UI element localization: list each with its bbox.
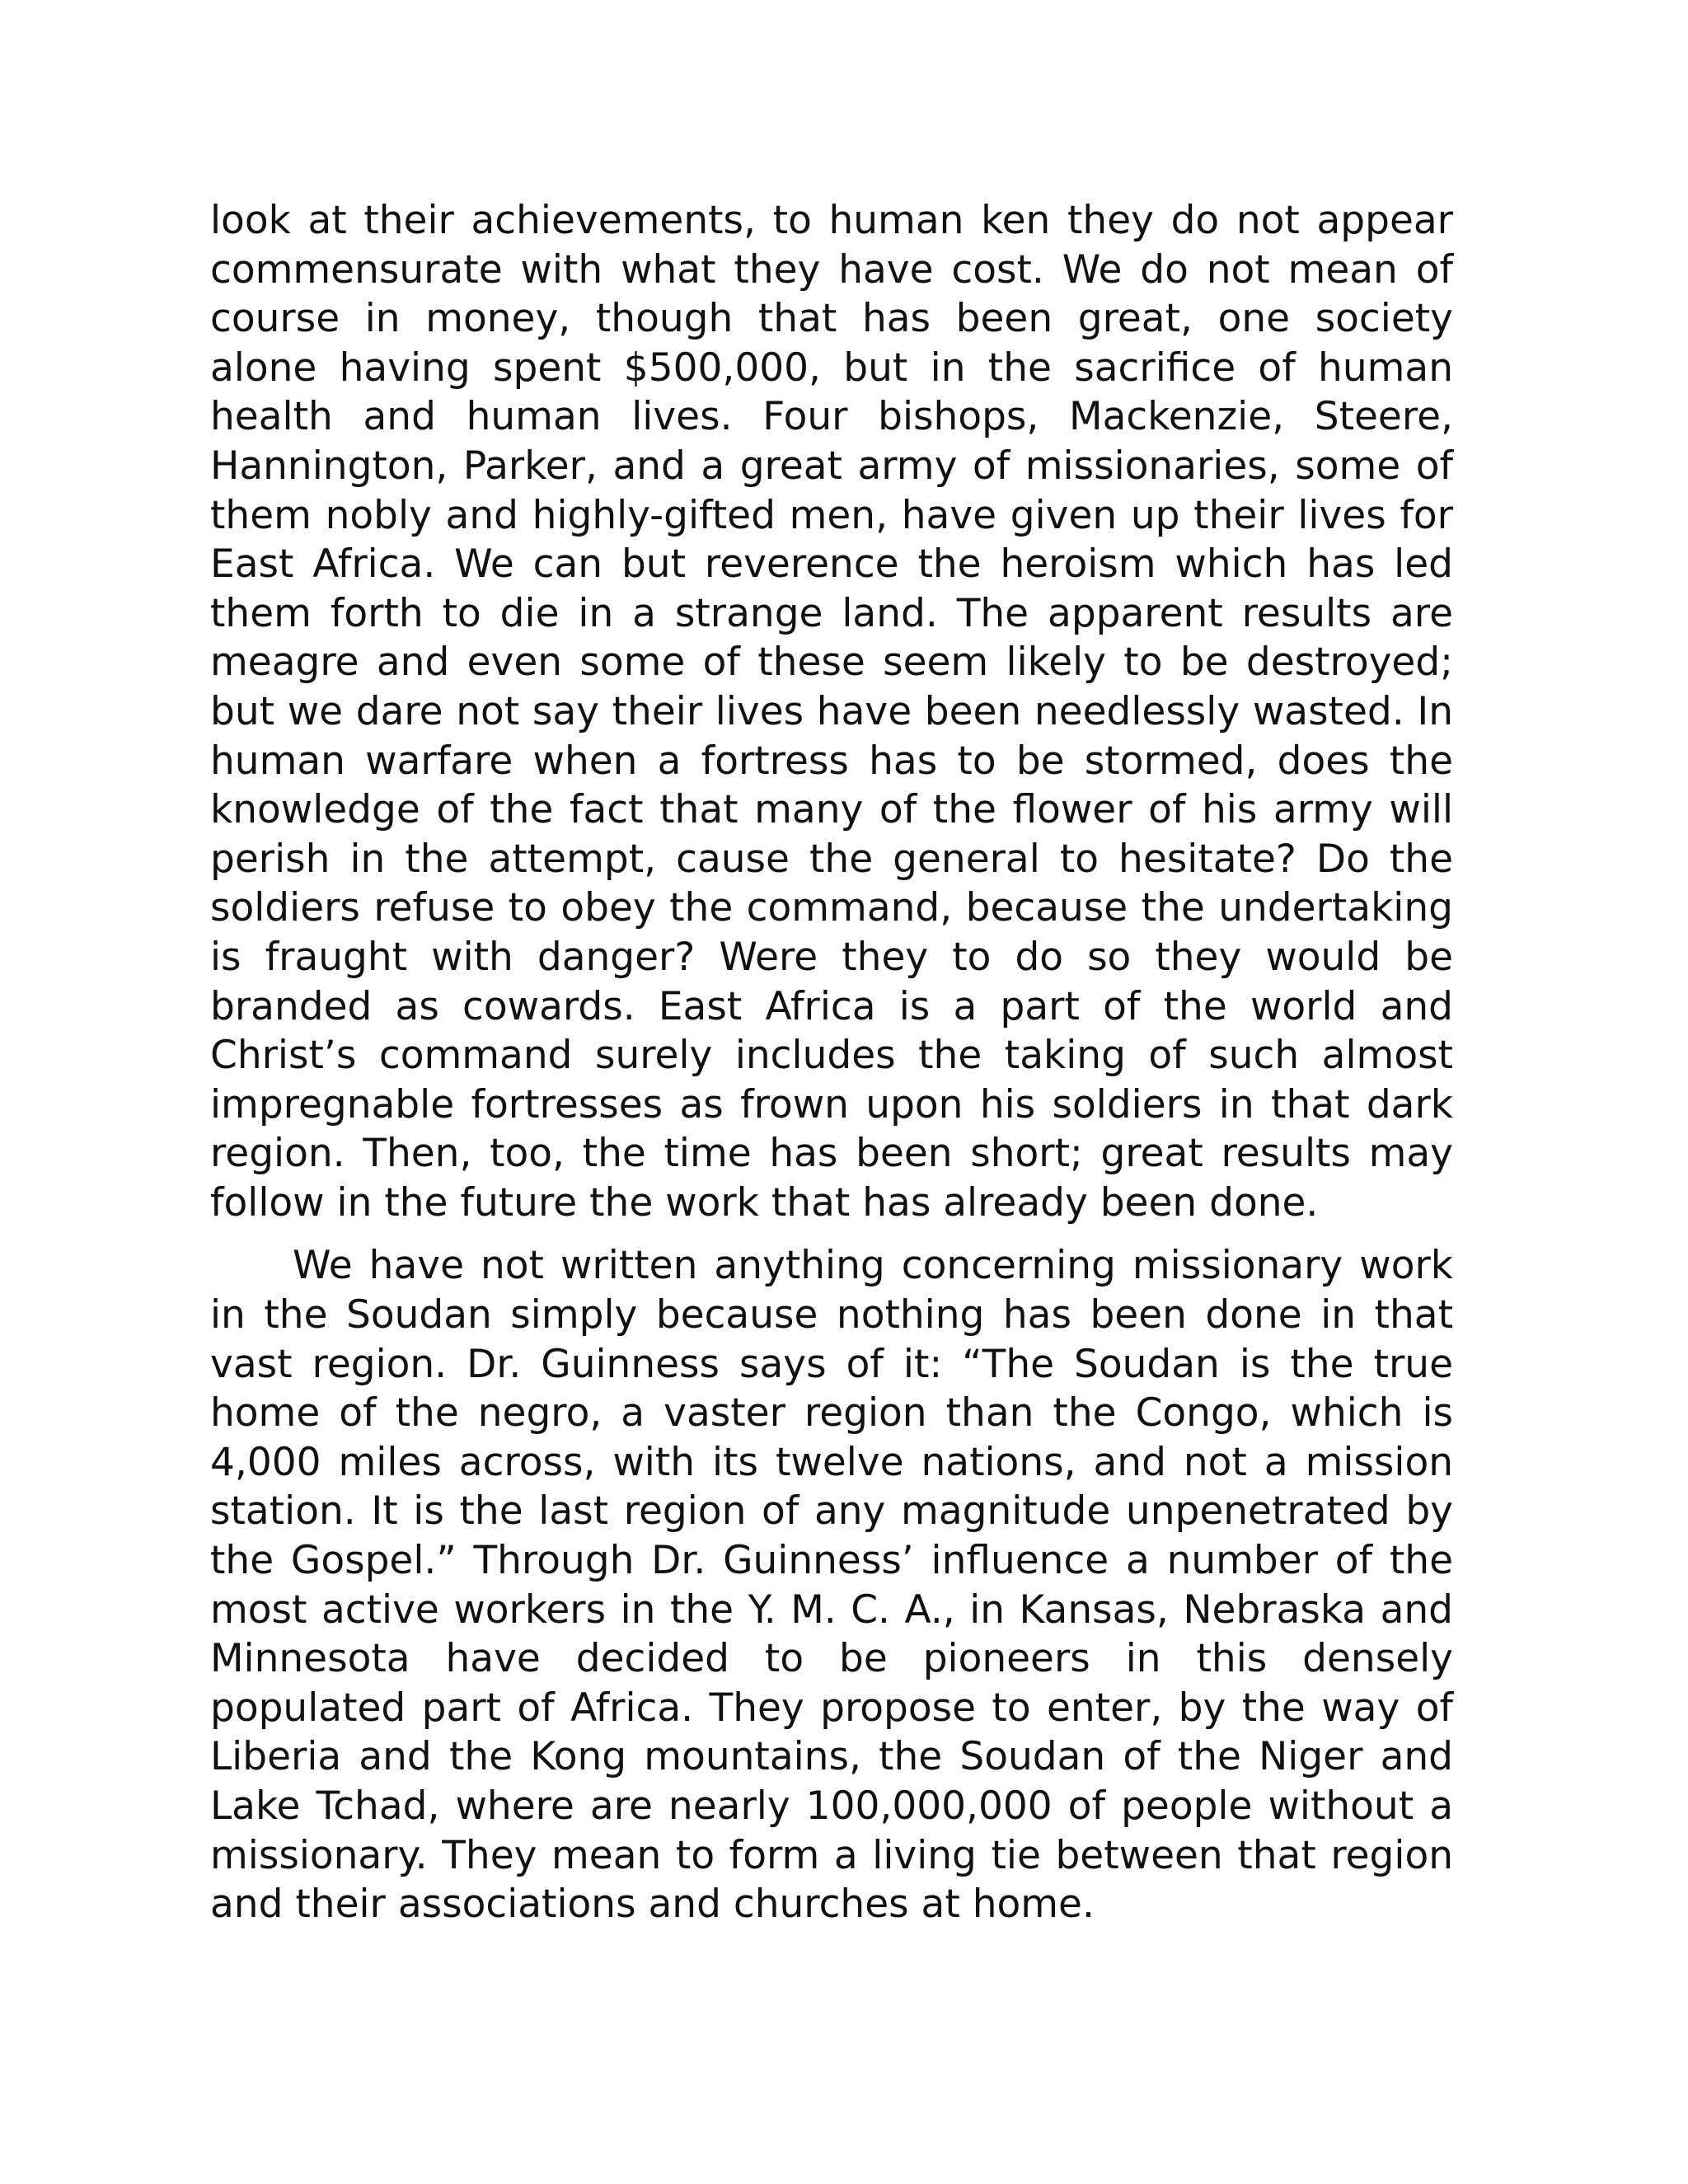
paragraph-2: We have not written anything concerning missionary work in the Soudan simply because nothing has been done in that vast region. Dr. Guinness says of it: “The Soudan is the true home of the negro, a vaster region than the Congo, which is 4,000 miles across, with its twelve nations, and not a mission station. It is the last region of any magnitude unpenetrated by the Gospel.” Through Dr. Guinness’ influence a number of the most active workers in the Y. M. C. A., in Kansas, Nebraska and Minnesota have decided to be pioneers in this densely populated part of Africa. They propose to enter, by the way of Liberia and the Kong mountains, the Soudan of the Niger and Lake Tchad, where are nearly 100,000,000 of people without a missionary. They mean to form a living tie between that region and their associations and churches at home.: [210, 1243, 1453, 1928]
paragraph-1: look at their achievements, to human ken they do not appear commensurate with what they have cost. We do not mean of course in money, though that has been great, one society alone having spent $500,000, but in the sacrifice of human health and human lives. Four bishops, Mackenzie, Steere, Hannington, Parker, and a great army of missionaries, some of them nobly and highly-gifted men, have given up their lives for East Africa. We can but reverence the heroism which has led them forth to die in a strange land. The apparent results are meagre and even some of these seem likely to be destroyed; but we dare not say their lives have been needlessly wasted. In human warfare when a fortress has to be stormed, does the knowledge of the fact that many of the flower of his army will perish in the attempt, cause the general to hesitate? Do the soldiers refuse to obey the command, because the undertaking is fraught with danger? Were they to do so they would be branded as cowards. East Africa is a part of the world and Christ’s command surely includes the taking of such almost impregnable fortresses as frown upon his soldiers in that dark region. Then, too, the time has been short; great results may follow in the future the work that has already been done.: [210, 198, 1453, 1226]
body-text: [210, 196, 1453, 1929]
